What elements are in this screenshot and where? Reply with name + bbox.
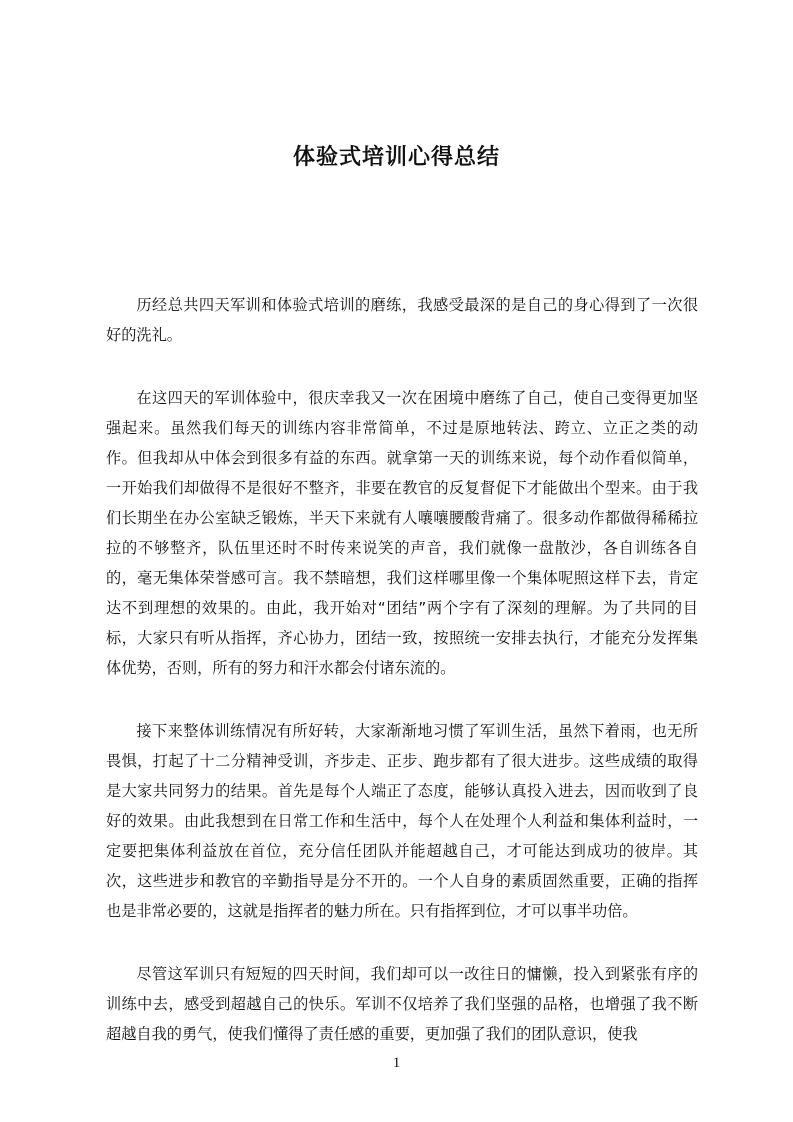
page-number: 1 [392, 1055, 401, 1071]
document-body [106, 290, 698, 1082]
document-title: 体验式培训心得总结 [292, 145, 500, 170]
paragraph-1: 历经总共四天军训和体验式培训的磨练，我感受最深的是自己的身心得到了一次很好的洗礼。 [106, 296, 698, 344]
paragraph-4: 尽管这军训只有短短的四天时间，我们却可以一改往日的慵懒，投入到紧张有序的训练中去，感受到超越自己的快乐。军训不仅培养了我们坚强的品格，也增强了我不断超越自我的勇气，使我们懂得了责任感的重要，更加强了我们的团队意识，使我 [106, 965, 698, 1043]
paragraph-2: 在这四天的军训体验中，很庆幸我又一次在困境中磨练了自己，使自己变得更加坚强起来。虽然我们每天的训练内容非常简单，不过是原地转法、跨立、立正之类的动作。但我却从中体会到很多有益的东西。就拿第一天的训练来说，每个动作看似简单，一开始我们却做得不是很好不整齐，非要在教官的反复督促下才能做出个型来。由于我们长期坐在办公室缺乏锻炼，半天下来就有人嚷嚷腰酸背痛了。很多动作都做得稀稀拉拉的不够整齐，队伍里还时不时传来说笑的声音，我们就像一盘散沙，各自训练各自的，毫无集体荣誉感可言。我不禁暗想，我们这样哪里像一个集体呢照这样下去，肯定达不到理想的效果的。由此，我开始对“团结”两个字有了深刻的理解。为了共同的目标，大家只有听从指挥，齐心协力，团结一致，按照统一安排去执行，才能充分发挥集体优势，否则，所有的努力和汗水都会付诸东流的。 [106, 389, 698, 677]
paragraph-3: 接下来整体训练情况有所好转，大家渐渐地习惯了军训生活，虽然下着雨，也无所畏惧，打起了十二分精神受训，齐步走、正步、跑步都有了很大进步。这些成绩的取得是大家共同努力的结果。首先是每个人端正了态度，能够认真投入进去，因而收到了良好的效果。由此我想到在日常工作和生活中，每个人在处理个人利益和集体利益时，一定要把集体利益放在首位，充分信任团队并能超越自己，才可能达到成功的彼岸。其次，这些进步和教官的辛勤指导是分不开的。一个人自身的素质固然重要，正确的指挥也是非常必要的，这就是指挥者的魅力所在。只有指挥到位，才可以事半功倍。 [106, 722, 698, 920]
